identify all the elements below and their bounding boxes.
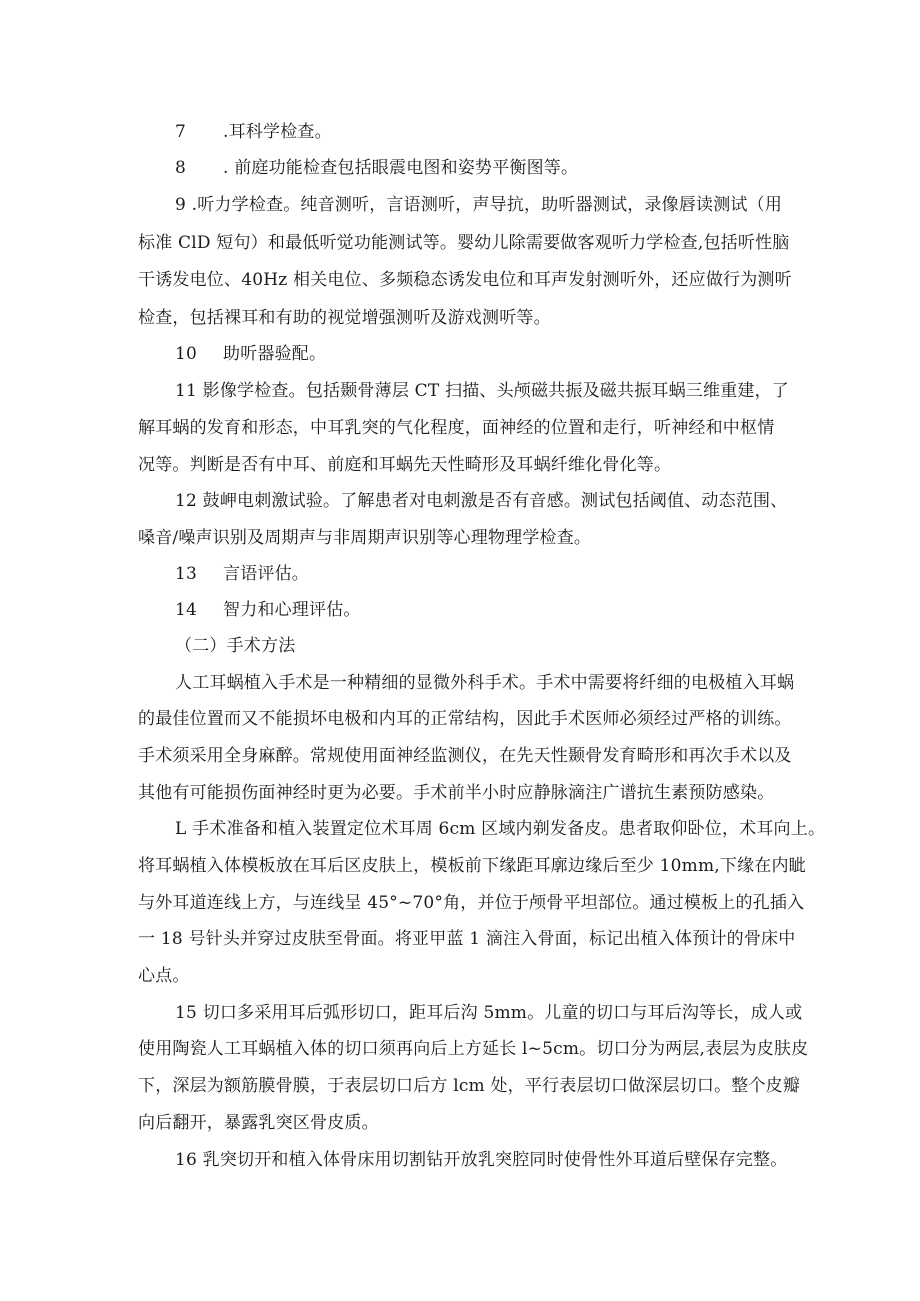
item-number: 8 [175,158,187,178]
item-text: .耳科学检查。 [223,122,332,142]
list-item-14 [175,598,361,622]
paragraph-line: 将耳蜗植入体模板放在耳后区皮肤上，模板前下缘距耳廓边缘后至少 10mm,下缘在内眦 [138,856,806,876]
paragraph-line: 人工耳蜗植入手术是一种精细的显微外科手术。手术中需要将纤细的电极植入耳蜗 [175,673,795,693]
paragraph-line: 手术须采用全身麻醉。常规使用面神经监测仪，在先天性颞骨发育畸形和再次手术以及 [138,746,792,766]
paragraph-line: 9 .听力学检查。纯音测听，言语测听，声导抗，助听器测试，录像唇读测试（用 [175,195,783,215]
list-item-7 [175,120,332,144]
paragraph-line: 的最佳位置而又不能损坏电极和内耳的正常结构，因此手术医师必须经过严格的训练。 [138,709,792,729]
paragraph-line: 向后翻开，暴露乳突区骨皮质。 [138,1113,379,1133]
paragraph-line: 标准 ClD 短句）和最低听觉功能测试等。婴幼儿除需要做客观听力学检查,包括听性脑 [138,233,790,253]
item-text: 助听器验配。 [223,344,327,364]
paragraph-line: 其他有可能损伤面神经时更为必要。手术前半小时应静脉滴注广谱抗生素预防感染。 [138,783,775,803]
paragraph-line: 与外耳道连线上方，与连线呈 45°~70°角，并位于颅骨平坦部位。通过模板上的孔插入 [138,893,805,913]
item-number: 13 [175,564,198,584]
item-text: 言语评估。 [223,564,309,584]
paragraph-line: 况等。判断是否有中耳、前庭和耳蜗先天性畸形及耳蜗纤维化骨化等。 [138,455,672,475]
list-item-10 [175,342,326,366]
paragraph-line: 下，深层为额筋膜骨膜，于表层切口后方 lcm 处，平行表层切口做深层切口。整个皮瓣 [138,1076,801,1096]
paragraph-line: 嗓音/噪声识别及周期声与非周期声识别等心理物理学检查。 [138,528,592,548]
list-item-13 [175,562,309,586]
item-text: . 前庭功能检查包括眼震电图和姿势平衡图等。 [223,158,579,178]
paragraph-line: L 手术准备和植入装置定位术耳周 6cm 区域内剃发备皮。患者取仰卧位，术耳向上。 [175,819,826,839]
item-number: 14 [175,600,198,620]
item-number: 7 [175,122,187,142]
item-text: 智力和心理评估。 [223,600,361,620]
paragraph-line: 使用陶瓷人工耳蜗植入体的切口须再向后上方延长 l~5cm。切口分为两层,表层为皮肤皮 [138,1039,809,1059]
section-heading: （二）手术方法 [175,636,296,656]
paragraph-line: 干诱发电位、40Hz 相关电位、多频稳态诱发电位和耳声发射测听外，还应做行为测听 [138,270,792,290]
paragraph-line: 12 鼓岬电刺激试验。了解患者对电刺激是否有音感。测试包括阈值、动态范围、 [175,491,788,511]
paragraph-line: 检查，包括裸耳和有助的视觉增强测听及游戏测听等。 [138,308,551,328]
paragraph-line: 一 18 号针头并穿过皮肤至骨面。将亚甲蓝 1 滴注入骨面，标记出植入体预计的骨床中 [138,929,796,949]
paragraph-line: 心点。 [138,966,190,986]
paragraph-line: 11 影像学检查。包括颞骨薄层 CT 扫描、头颅磁共振及磁共振耳蜗三维重建，了 [175,381,789,401]
paragraph-line: 15 切口多采用耳后弧形切口，距耳后沟 5mm。儿童的切口与耳后沟等长，成人或 [175,1003,803,1023]
list-item-8 [175,156,578,180]
paragraph-line: 解耳蜗的发育和形态，中耳乳突的气化程度，面神经的位置和走行，听神经和中枢情 [138,418,775,438]
item-number: 10 [175,344,198,364]
paragraph-line: 16 乳突切开和植入体骨床用切割钻开放乳突腔同时使骨性外耳道后壁保存完整。 [175,1150,788,1170]
